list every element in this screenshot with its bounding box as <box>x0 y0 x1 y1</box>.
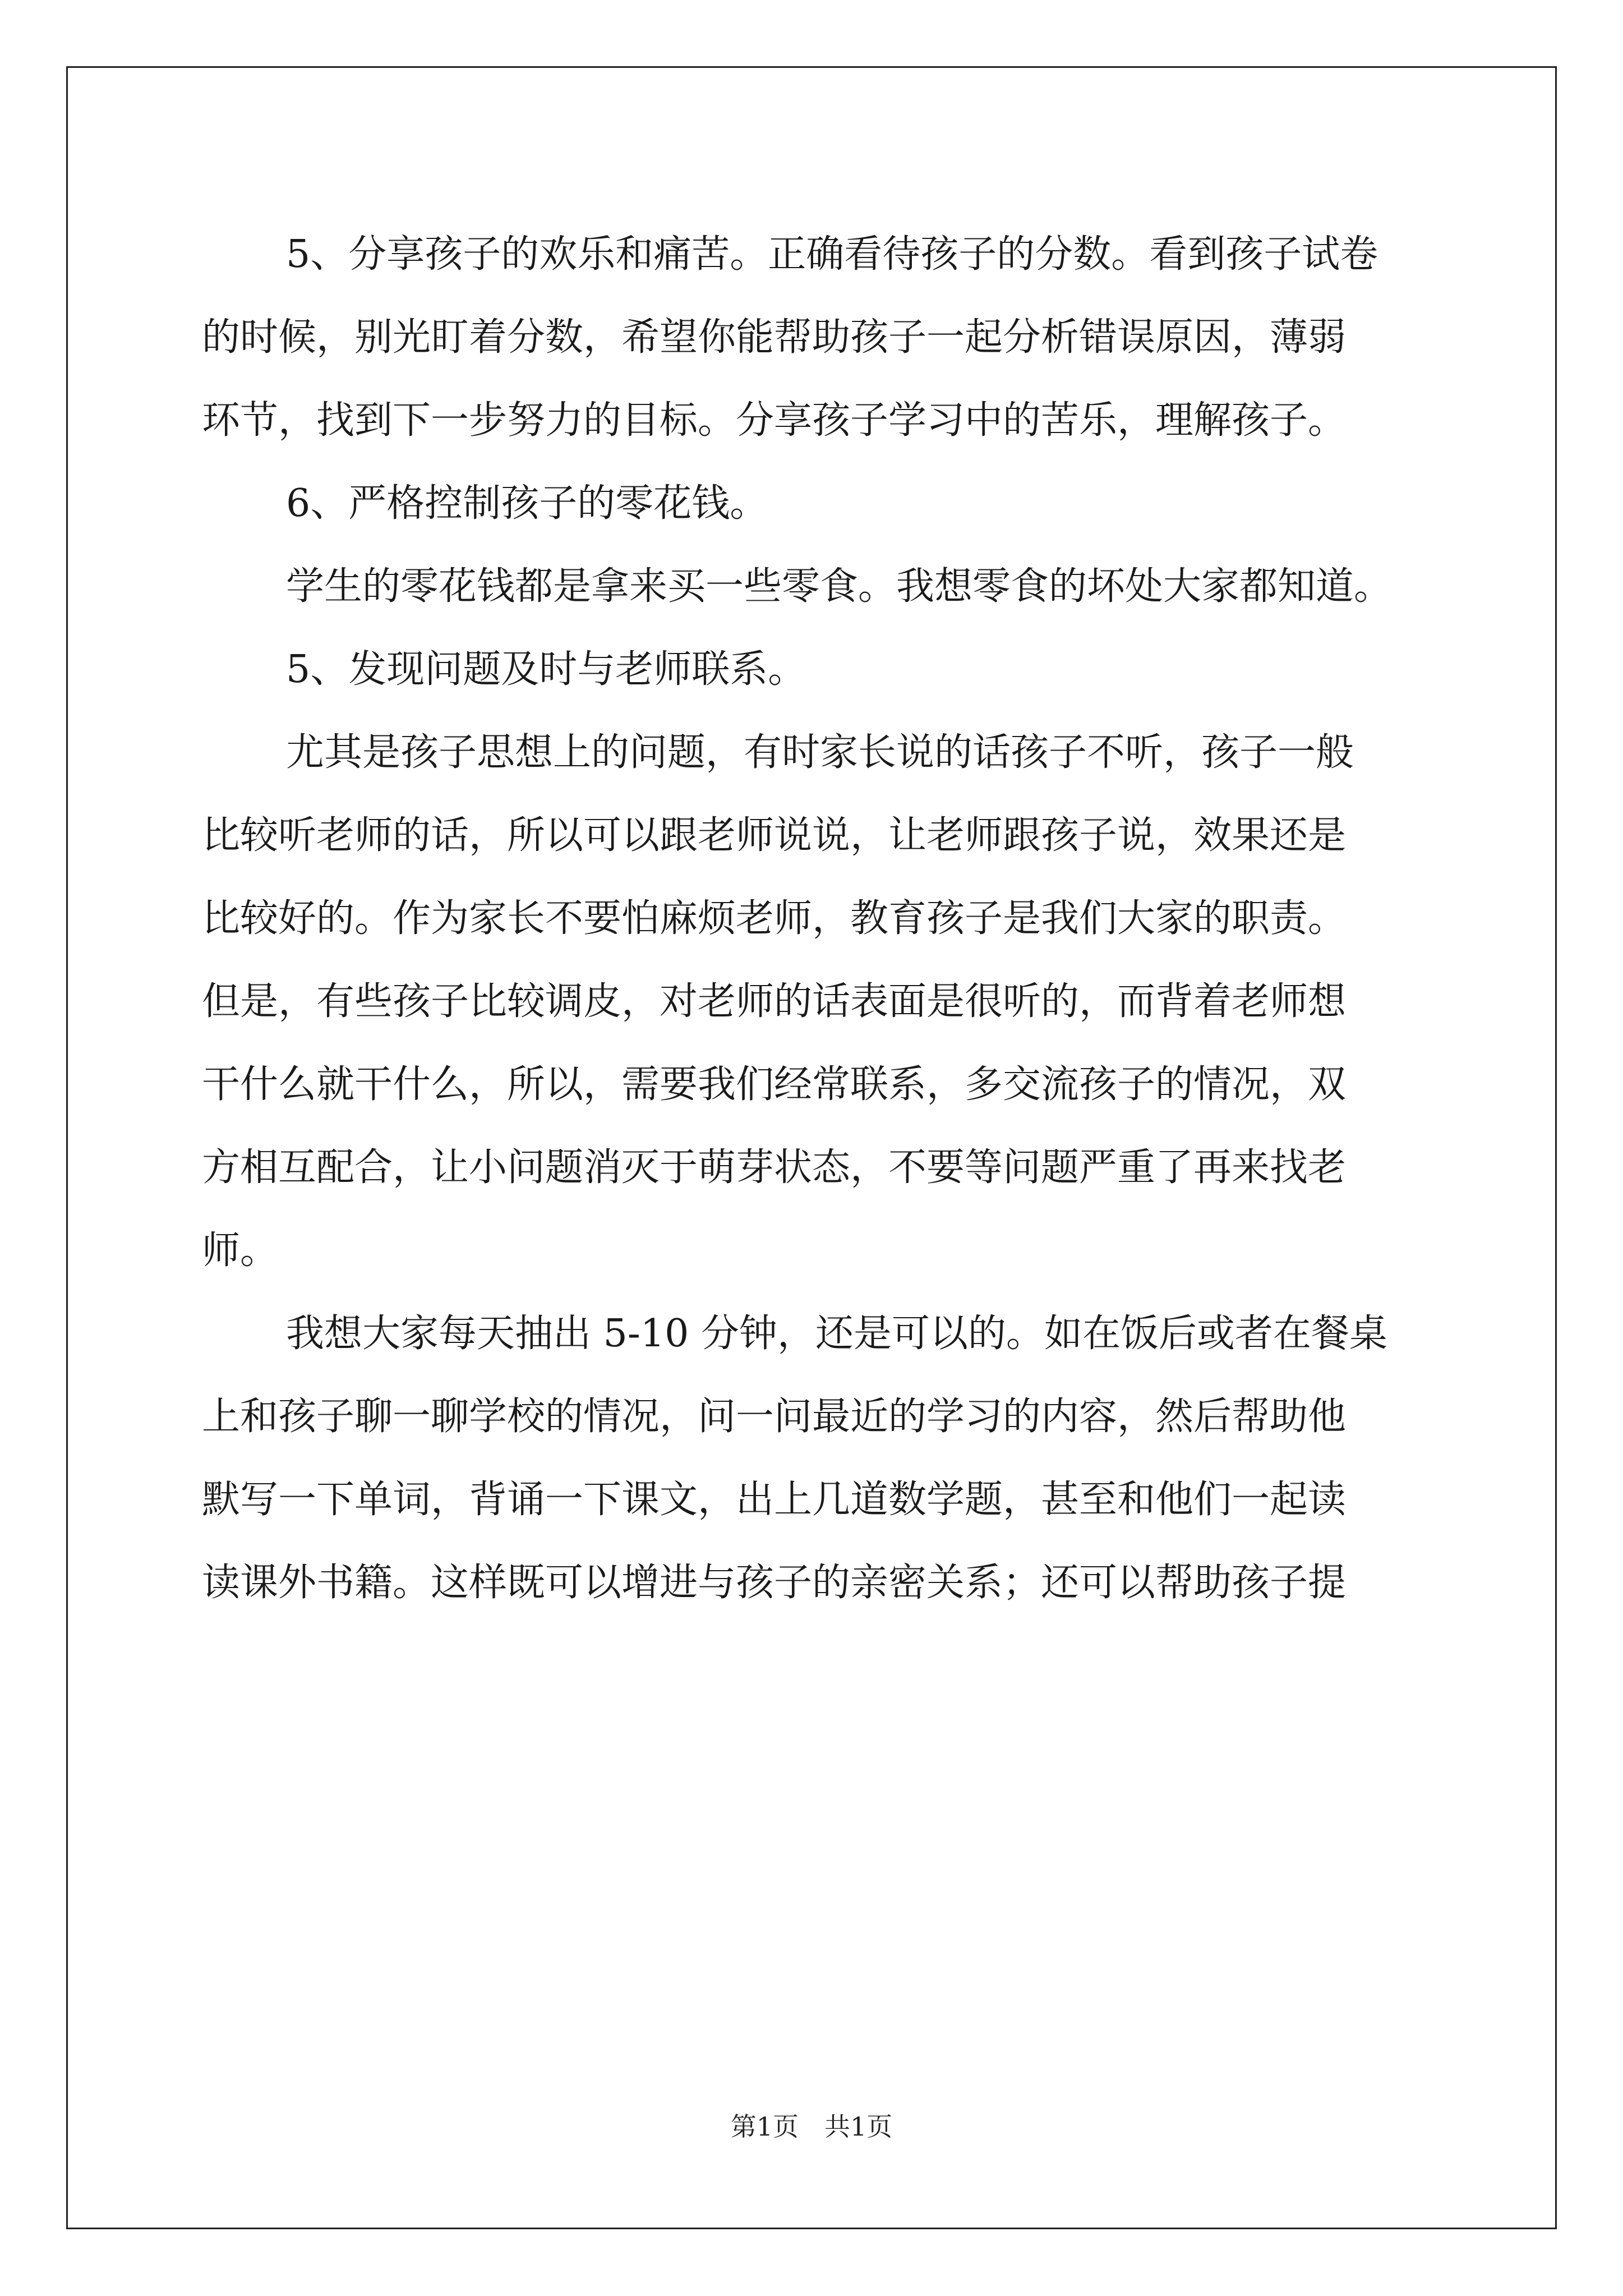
text-line: 师。 <box>202 1228 279 1273</box>
page-footer: 第1页 共1页 <box>730 2111 893 2142</box>
text-line: 学生的零花钱都是拿来买一些零食。我想零食的坏处大家都知道。 <box>286 564 1393 609</box>
text-line: 我想大家每天抽出 5-10 分钟，还是可以的。如在饭后或者在餐桌 <box>286 1312 1387 1356</box>
text-line: 6、严格控制孩子的零花钱。 <box>286 481 768 526</box>
text-line: 但是，有些孩子比较调皮，对老师的话表面是很听的，而背着老师想 <box>202 979 1347 1024</box>
text-line: 上和孩子聊一聊学校的情况，问一问最近的学习的内容，然后帮助他 <box>202 1395 1347 1439</box>
document-body <box>202 213 1436 1625</box>
text-line: 环节，找到下一步努力的目标。分享孩子学习中的苦乐，理解孩子。 <box>202 398 1347 443</box>
text-line: 方相互配合，让小问题消灭于萌芽状态，不要等问题严重了再来找老 <box>202 1145 1347 1190</box>
text-line: 5、发现问题及时与老师联系。 <box>286 647 806 692</box>
text-line: 比较好的。作为家长不要怕麻烦老师，教育孩子是我们大家的职责。 <box>202 896 1347 941</box>
text-line: 的时候，别光盯着分数，希望你能帮助孩子一起分析错误原因，薄弱 <box>202 315 1347 360</box>
text-line: 比较听老师的话，所以可以跟老师说说，让老师跟孩子说，效果还是 <box>202 813 1347 858</box>
text-line: 默写一下单词，背诵一下课文，出上几道数学题，甚至和他们一起读 <box>202 1478 1347 1522</box>
text-line: 尤其是孩子思想上的问题，有时家长说的话孩子不听，孩子一般 <box>286 730 1354 775</box>
text-line: 读课外书籍。这样既可以增进与孩子的亲密关系；还可以帮助孩子提 <box>202 1561 1347 1605</box>
text-line: 干什么就干什么，所以，需要我们经常联系，多交流孩子的情况，双 <box>202 1062 1347 1107</box>
text-line: 5、分享孩子的欢乐和痛苦。正确看待孩子的分数。看到孩子试卷 <box>286 232 1378 277</box>
